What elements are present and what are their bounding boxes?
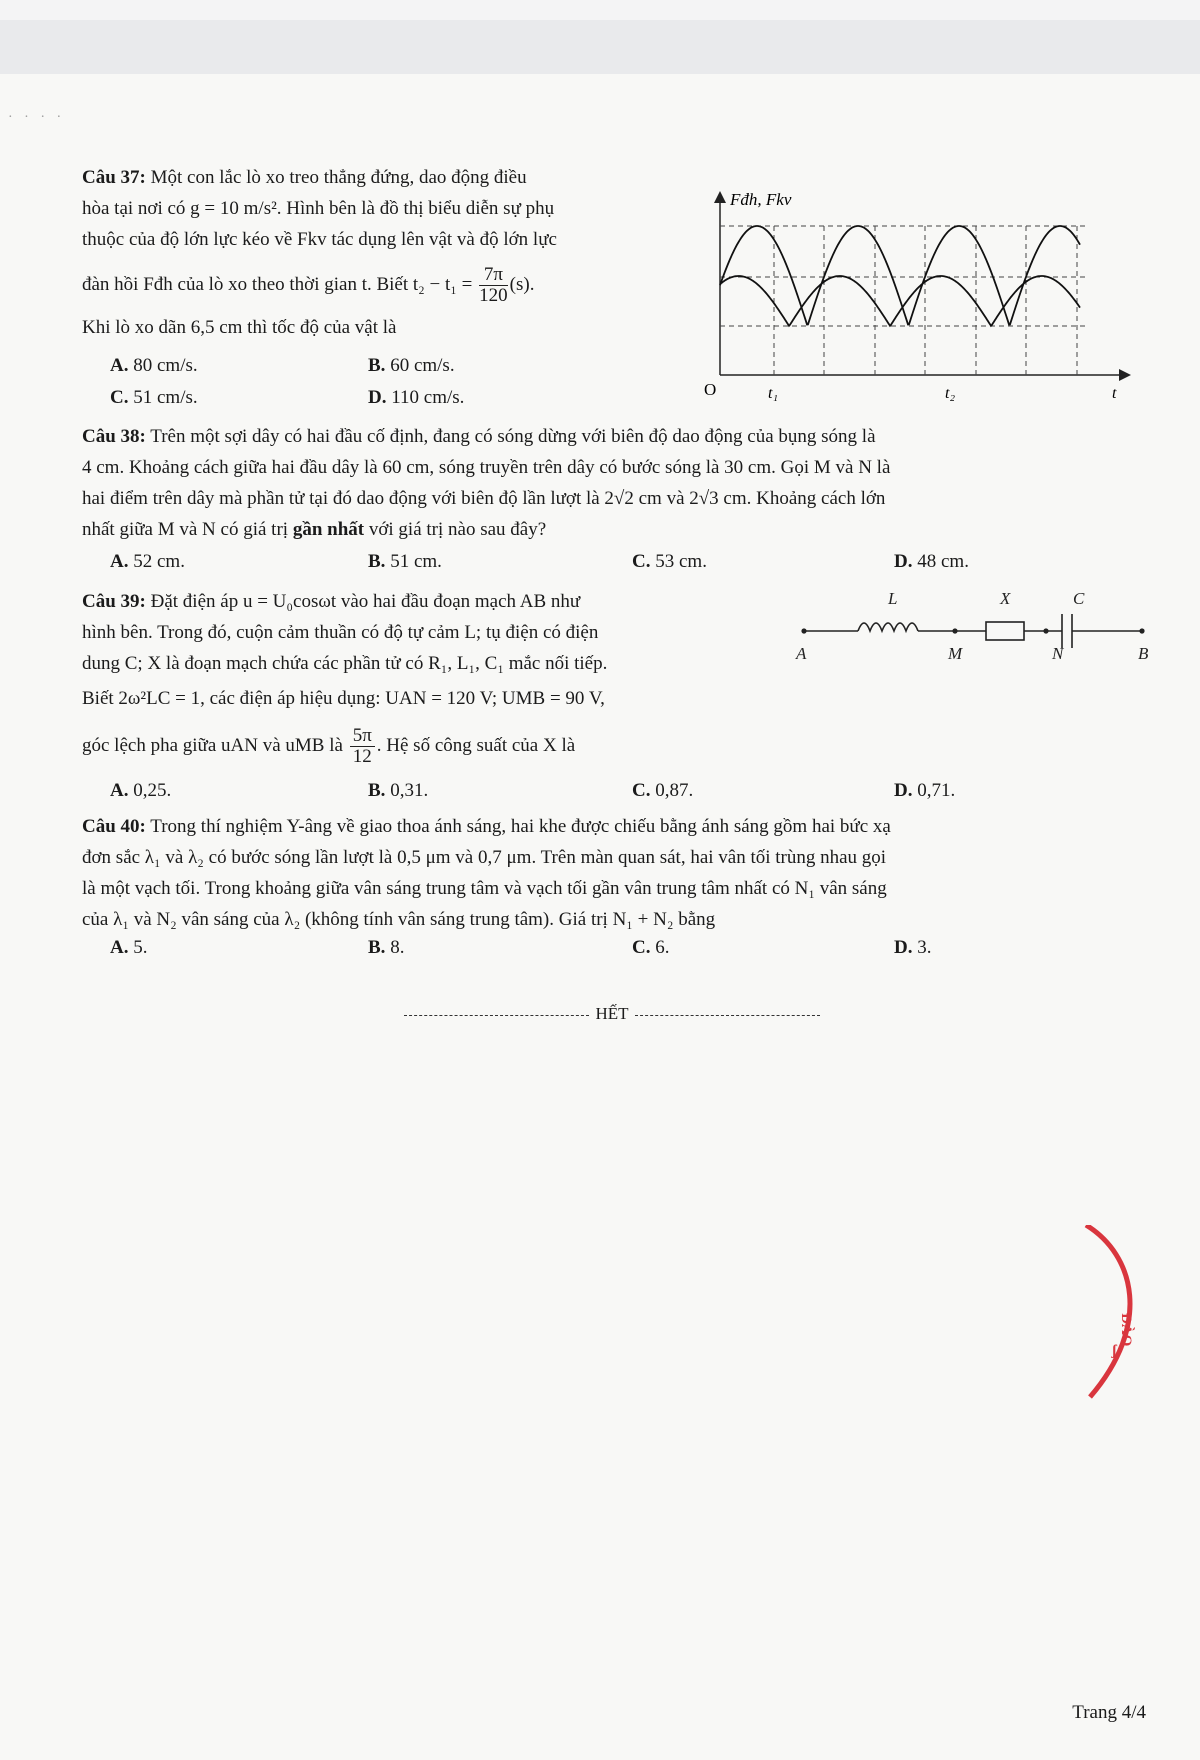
q37-option-d <box>368 387 464 409</box>
end-dash-right <box>635 1015 820 1016</box>
q38-text4c: với giá trị nào sau đây? <box>364 519 547 540</box>
q39-circuit-diagram <box>790 584 1160 669</box>
label-l: L <box>888 589 898 608</box>
q38-text3: hai điểm trên dây mà phần tử tại đó dao động với biên độ lần lượt là 2√2 cm và 2√3 cm. Khoảng cách lớn <box>82 488 886 509</box>
question-37 <box>82 162 692 343</box>
end-dash-left <box>404 1015 589 1016</box>
q37-text3: thuộc của độ lớn lực kéo về Fkv tác dụng lên vật và độ lớn lực <box>82 229 557 250</box>
red-stamp <box>1080 1225 1150 1405</box>
q40-options <box>110 937 1110 965</box>
q40-option-c <box>632 937 669 959</box>
q40-option-a <box>110 937 147 959</box>
label-b: B <box>1138 644 1149 663</box>
q37-option-a <box>110 355 198 377</box>
option-letter: A. <box>110 780 129 801</box>
q39-text4: Biết 2ω²LC = 1, các điện áp hiệu dụng: UAN = 120 V; UMB = 90 V, <box>82 688 605 709</box>
option-letter: B. <box>368 780 386 801</box>
q37-force-graph <box>700 185 1140 410</box>
option-letter: B. <box>368 355 386 376</box>
option-text: 0,71. <box>917 780 956 801</box>
q39-text3: dung C; X là đoạn mạch chứa các phần tử có R₁, L₁, C₁ mắc nối tiếp. <box>82 653 608 674</box>
question-38 <box>82 421 1142 545</box>
q38-text1: Trên một sợi dây có hai đầu cố định, đang có sóng dừng với biên độ dao động của bụng sóng là <box>150 426 876 447</box>
option-text: 6. <box>655 937 670 958</box>
option-text: 110 cm/s. <box>391 387 465 408</box>
q39-text2: hình bên. Trong đó, cuộn cảm thuần có độ tự cảm L; tụ điện có điện <box>82 622 599 643</box>
q38-text4a: nhất giữa M và N có giá trị <box>82 519 293 540</box>
q39-option-c <box>632 780 693 802</box>
option-letter: A. <box>110 355 129 376</box>
graph-origin-label: O <box>704 380 717 399</box>
q37-line1 <box>82 162 692 193</box>
q37-option-c <box>110 387 198 409</box>
option-letter: D. <box>894 937 913 958</box>
q37-label: Câu 37: <box>82 167 146 188</box>
label-n: N <box>1052 644 1064 663</box>
q39-options <box>110 780 1110 808</box>
q40-text3: là một vạch tối. Trong khoảng giữa vân sáng trung tâm và vạch tối gần vân trung tâm nhất có N₁ vân sáng <box>82 878 887 899</box>
option-letter: C. <box>632 937 651 958</box>
label-m: M <box>948 644 963 663</box>
inductor-coil <box>858 623 918 631</box>
q39-line5 <box>82 726 782 767</box>
node-m <box>952 628 957 633</box>
option-text: 48 cm. <box>917 551 969 572</box>
option-text: 5. <box>133 937 148 958</box>
q39-text5b: . Hệ số công suất của X là <box>376 734 576 756</box>
top-band <box>0 0 1200 20</box>
q39-fraction <box>350 726 375 767</box>
q37-text2: hòa tại nơi có g = 10 m/s². Hình bên là đồ thị biểu diễn sự phụ <box>82 198 555 219</box>
q40-label: Câu 40: <box>82 816 146 837</box>
q37-frac-num: 7π <box>479 265 508 286</box>
stamp-mark: ʃ <box>1112 1343 1117 1359</box>
option-letter: C. <box>632 780 651 801</box>
graph-y-label: Fđh, Fkv <box>730 190 792 209</box>
label-c: C <box>1073 589 1085 608</box>
q37-fraction <box>479 265 508 306</box>
node-n <box>1043 628 1048 633</box>
graph-t2-label: t₂ <box>945 385 956 402</box>
option-text: 60 cm/s. <box>390 355 455 376</box>
question-40 <box>82 811 1142 935</box>
q37-text1: Một con lắc lò xo treo thẳng đứng, dao động điều <box>150 167 527 188</box>
q39-option-d <box>894 780 955 802</box>
option-text: 52 cm. <box>133 551 185 572</box>
q38-line4 <box>82 514 1142 545</box>
q40-text2: đơn sắc λ₁ và λ₂ có bước sóng lần lượt là 0,5 μm và 0,7 μm. Trên màn quan sát, hai vân tối trùng nhau gọi <box>82 847 887 868</box>
q39-text5: góc lệch pha giữa uAN và uMB là <box>82 734 343 756</box>
node-a <box>801 628 806 633</box>
q40-option-d <box>894 937 931 959</box>
q37-option-b <box>368 355 455 377</box>
q40-option-b <box>368 937 404 959</box>
option-letter: C. <box>632 551 651 572</box>
graph-t1-label: t₁ <box>768 385 779 402</box>
label-x: X <box>1000 589 1011 608</box>
option-text: 51 cm. <box>390 551 442 572</box>
option-letter: B. <box>368 551 386 572</box>
stamp-arc <box>1086 1225 1130 1397</box>
q38-option-d <box>894 551 969 573</box>
q37-text4: đàn hồi Fđh của lò xo theo thời gian t. Biết t₂ − t₁ = <box>82 273 473 295</box>
grid-lines <box>720 226 1088 375</box>
q39-option-a <box>110 780 171 802</box>
node-b <box>1139 628 1144 633</box>
option-letter: D. <box>894 780 913 801</box>
stamp-text: ĐÀO <box>1118 1313 1134 1347</box>
page-number: Trang 4/4 <box>1072 1702 1146 1723</box>
option-text: 0,31. <box>390 780 429 801</box>
option-text: 0,25. <box>133 780 172 801</box>
q39-option-b <box>368 780 428 802</box>
q40-text4: của λ₁ và N₂ vân sáng của λ₂ (không tính vân sáng trung tâm). Giá trị N₁ + N₂ bằng <box>82 909 716 930</box>
q40-text1: Trong thí nghiệm Y-âng về giao thoa ánh sáng, hai khe được chiếu bằng ánh sáng gồm hai bức xạ <box>150 816 891 837</box>
q38-label: Câu 38: <box>82 426 146 447</box>
q38-text4b: gần nhất <box>292 519 365 540</box>
option-text: 0,87. <box>655 780 694 801</box>
graph-t-label: t <box>1112 385 1117 402</box>
q39-frac-num: 5π <box>350 726 375 747</box>
end-marker <box>384 1004 840 1024</box>
label-a: A <box>796 644 807 663</box>
scan-marks: · · · · <box>8 110 66 125</box>
q39-text1: Đặt điện áp u = U₀cosωt vào hai đầu đoạn mạch AB như <box>150 591 581 612</box>
option-letter: C. <box>110 387 129 408</box>
q37-text5: Khi lò xo dãn 6,5 cm thì tốc độ của vật là <box>82 317 397 338</box>
q39-label: Câu 39: <box>82 591 146 612</box>
q38-option-c <box>632 551 707 573</box>
option-text: 51 cm/s. <box>133 387 198 408</box>
question-39 <box>82 586 782 767</box>
end-text: HẾT <box>595 1004 629 1023</box>
option-text: 3. <box>917 937 932 958</box>
q38-option-a <box>110 551 185 573</box>
option-text: 80 cm/s. <box>133 355 198 376</box>
q37-frac-den: 120 <box>479 285 508 306</box>
q37-line4 <box>82 265 692 306</box>
option-text: 53 cm. <box>655 551 707 572</box>
option-text: 8. <box>390 937 405 958</box>
q39-frac-den: 12 <box>352 746 372 767</box>
q38-text2: 4 cm. Khoảng cách giữa hai đầu dây là 60 cm, sóng truyền trên dây có bước sóng là 30 cm. Gọi M và N là <box>82 457 891 478</box>
option-letter: D. <box>368 387 387 408</box>
element-x-box <box>986 622 1024 640</box>
q37-frac-unit: (s). <box>509 273 535 295</box>
option-letter: A. <box>110 937 129 958</box>
option-letter: A. <box>110 551 129 572</box>
option-letter: D. <box>894 551 913 572</box>
option-letter: B. <box>368 937 386 958</box>
q38-option-b <box>368 551 442 573</box>
q38-options <box>110 551 1110 579</box>
